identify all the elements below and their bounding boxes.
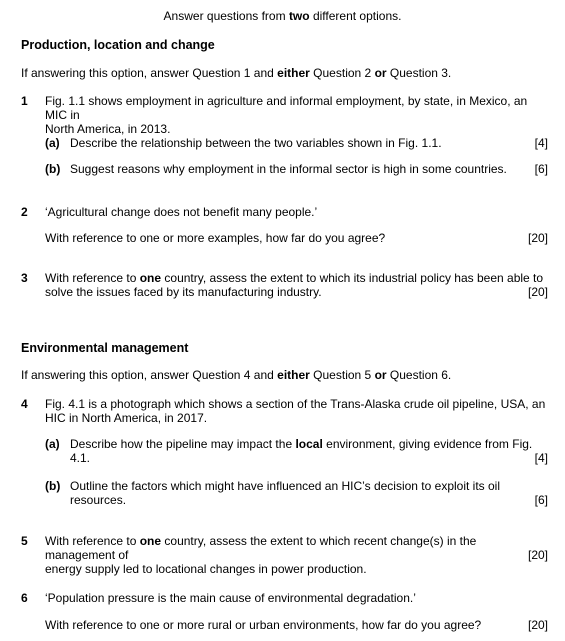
instr2-either: either (277, 368, 310, 382)
instr-either: either (277, 66, 310, 80)
question-5-text (45, 534, 548, 576)
q1b-marks: [6] (534, 162, 548, 176)
question-4-stem (45, 397, 548, 425)
q3-pre: With reference to (45, 271, 140, 285)
section-instruction-production (21, 66, 451, 80)
instr2-post: Question 6. (386, 368, 452, 382)
q5-marks: [20] (527, 548, 548, 562)
instr2-mid: Question 5 (309, 368, 375, 382)
question-number-5: 5 (21, 534, 28, 548)
exam-instruction (0, 9, 565, 23)
q1-line2: North America, in 2013. (45, 122, 171, 136)
q4b-text: Outline the factors which might have influenced an HIC’s decision to exploit its oil resources. (70, 479, 501, 507)
q2-marks: [20] (527, 231, 548, 245)
q1b-label: (b) (45, 162, 61, 176)
q4a-label: (a) (45, 437, 60, 451)
instruction-text: Answer questions from (163, 9, 289, 23)
q4a-text (70, 437, 548, 465)
question-number-4: 4 (21, 397, 28, 411)
question-number-1: 1 (21, 94, 28, 108)
q1a-text: Describe the relationship between the two variables shown in Fig. 1.1. (70, 136, 442, 150)
instr-mid: Question 2 (309, 66, 375, 80)
q3-marks: [20] (527, 285, 548, 299)
question-3-text (45, 271, 548, 299)
q4a-pre: Describe how the pipeline may impact the (70, 437, 296, 451)
section-heading-production: Production, location and change (21, 38, 215, 52)
q5-line1-post: country, assess the extent to which recent change(s) in the management of (45, 534, 477, 562)
q3-bold: one (139, 271, 162, 285)
q6-quote: ‘Population pressure is the main cause of environmental degradation.’ (45, 591, 416, 605)
question-number-6: 6 (21, 591, 28, 605)
q5-line2: energy supply led to locational changes in power production. (45, 562, 367, 576)
instr-pre: If answering this option, answer Question 1 and (21, 66, 278, 80)
instruction-bold: two (288, 9, 310, 23)
section-instruction-environmental (21, 368, 451, 382)
q1a-marks: [4] (534, 136, 548, 150)
question-1-stem (45, 94, 548, 136)
q5-pre: With reference to (45, 534, 140, 548)
q4a-marks: [4] (534, 451, 548, 465)
q4a-bold: local (295, 437, 323, 451)
q6-text: With reference to one or more rural or urban environments, how far do you agree? (45, 618, 482, 632)
q3-line2: solve the issues faced by its manufacturing industry. (45, 285, 322, 299)
question-number-3: 3 (21, 271, 28, 285)
question-number-2: 2 (21, 205, 28, 219)
instruction-text-end: different options. (309, 9, 402, 23)
q1-line1: Fig. 1.1 shows employment in agriculture and informal employment, by state, in Mexico, an MIC in (45, 94, 528, 122)
q4b-marks: [6] (534, 493, 548, 507)
q4-line1: Fig. 4.1 is a photograph which shows a section of the Trans-Alaska crude oil pipeline, USA, an (45, 397, 546, 411)
q4b-label: (b) (45, 479, 61, 493)
q2-text: With reference to one or more examples, how far do you agree? (45, 231, 386, 245)
section-heading-environmental: Environmental management (21, 341, 189, 355)
q4a-post: environment, giving evidence from Fig. 4.1. (70, 437, 533, 465)
q1b-text: Suggest reasons why employment in the informal sector is high in some countries. (70, 162, 507, 176)
q4-line2: HIC in North America, in 2017. (45, 411, 208, 425)
instr2-pre: If answering this option, answer Question 4 and (21, 368, 278, 382)
instr-post: Question 3. (386, 66, 452, 80)
instr2-or: or (374, 368, 387, 382)
q1a-label: (a) (45, 136, 60, 150)
q5-bold: one (139, 534, 162, 548)
q3-line1-post: country, assess the extent to which its industrial policy has been able to (161, 271, 544, 285)
instr-or: or (374, 66, 387, 80)
q6-marks: [20] (527, 618, 548, 632)
q2-quote: ‘Agricultural change does not benefit many people.’ (45, 205, 318, 219)
